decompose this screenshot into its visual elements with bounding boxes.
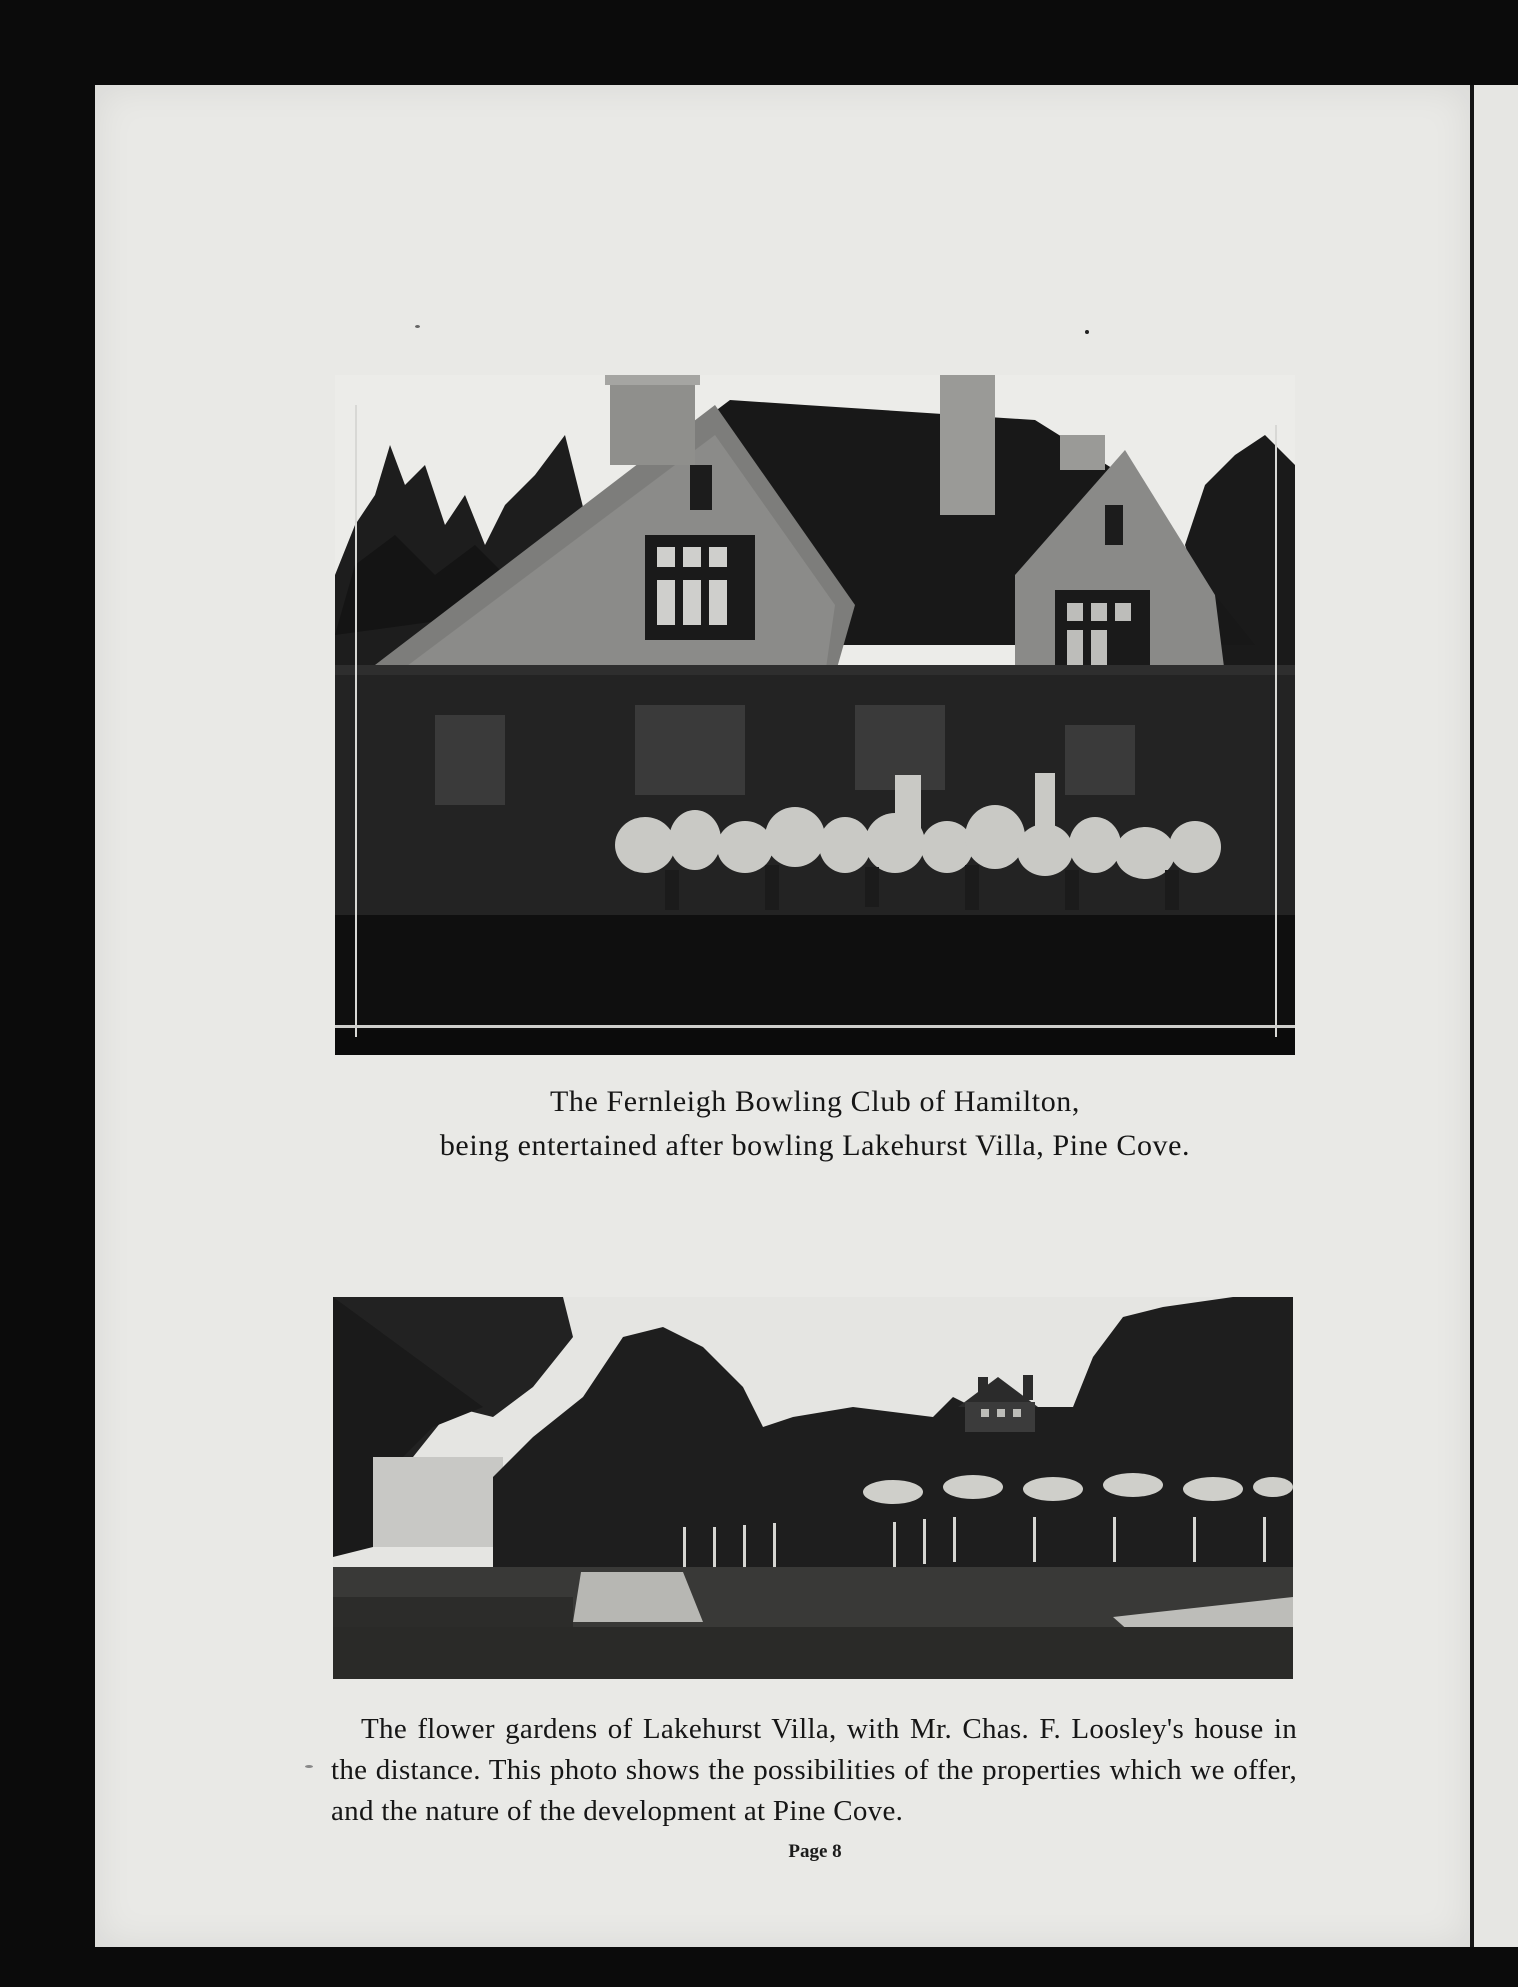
page-number: Page 8: [788, 1841, 842, 1862]
caption-bowling-club: [235, 1080, 1395, 1168]
caption-bowling-club-line-2: being entertained after bowling Lakehurst Villa, Pine Cove.: [439, 1129, 1191, 1162]
adjacent-page-edge: [1470, 85, 1518, 1947]
photo-flower-gardens: [333, 1297, 1293, 1679]
brochure-page: [95, 85, 1470, 1947]
page-edge-line: [1470, 85, 1474, 1947]
dust-speck: [1085, 330, 1089, 334]
caption-bowling-club-line-1: The Fernleigh Bowling Club of Hamilton,: [549, 1085, 1081, 1118]
dust-speck: [305, 1765, 313, 1768]
photo-villa-bowling-club: [335, 375, 1295, 1055]
dust-speck: [415, 325, 420, 328]
caption-flower-gardens: The flower gardens of Lakehurst Villa, with Mr. Chas. F. Loosley's house in the distance. This photo shows the possibilities of the properties which we offer, and the nature of the development at Pine Cove.: [331, 1713, 1297, 1827]
